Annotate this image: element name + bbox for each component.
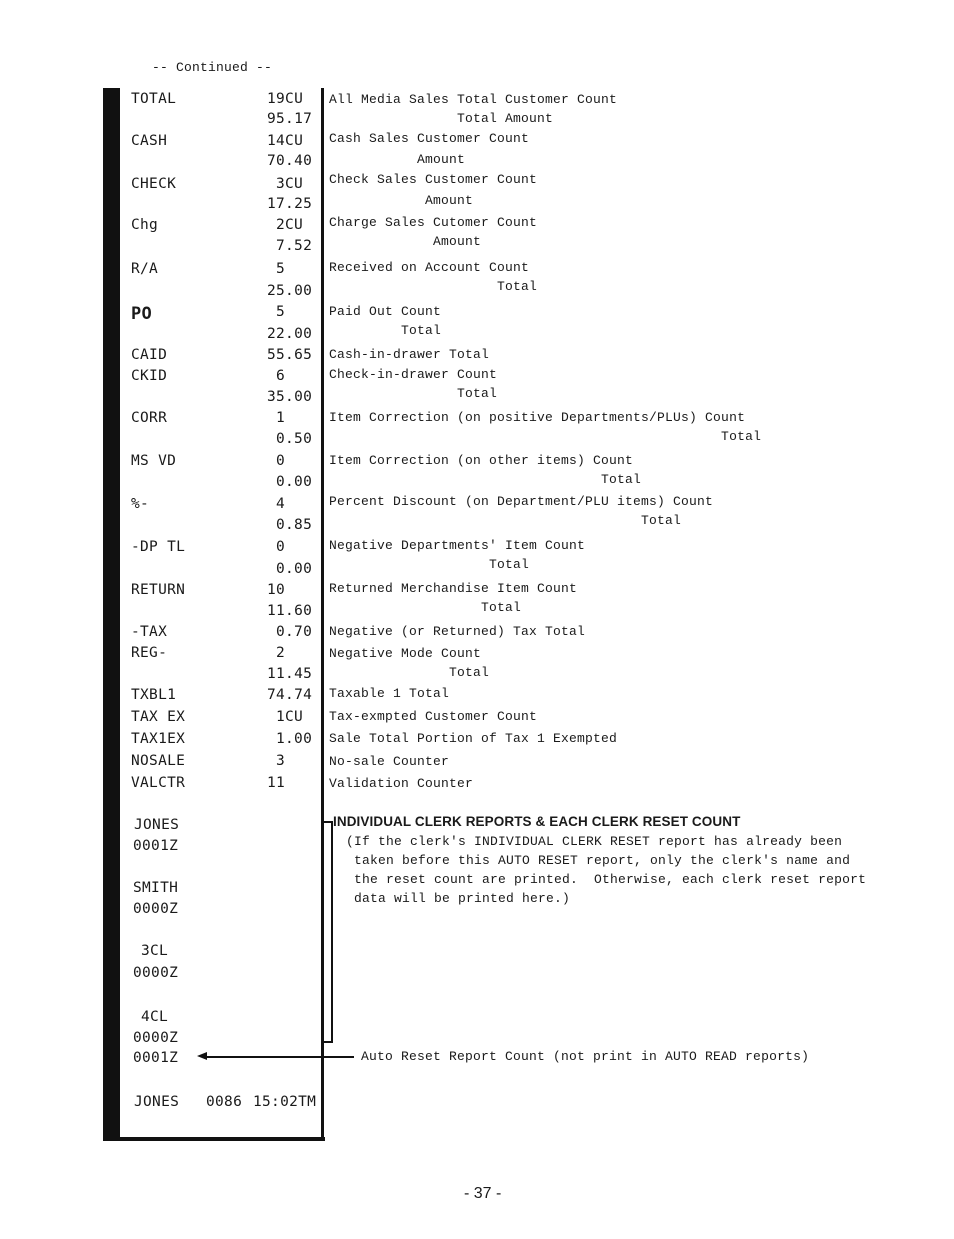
receipt-label: PO [131,304,153,324]
receipt-label: CORR [131,410,168,426]
receipt-value: 10 [267,582,286,598]
receipt-label: TOTAL [131,91,177,107]
description-line: Charge Sales Cutomer Count [329,215,538,230]
receipt-value: 0 [276,453,286,469]
receipt-value: 55.65 [267,347,313,363]
receipt-value: 70.40 [267,153,313,169]
receipt-value: 7.52 [276,238,313,254]
clerk-reset-count: 0000Z [133,965,179,981]
receipt-left-edge [103,88,120,1140]
description-line: Tax-exmpted Customer Count [329,709,538,724]
receipt-label: TAX1EX [131,731,186,747]
receipt-value: 1 [276,410,286,426]
receipt-right-edge [321,88,324,1141]
receipt-value: 11.45 [267,666,313,682]
receipt-value: 5 [276,261,286,277]
description-line: Negative Mode Count [329,646,482,661]
description-line: Paid Out Count [329,304,442,319]
auto-reset-note: Auto Reset Report Count (not print in AUTO READ reports) [361,1049,810,1064]
clerk-note-line: (If the clerk's INDIVIDUAL CLERK RESET report has already been [346,834,843,849]
bracket-bottom [323,1041,333,1043]
clerk-name: 4CL [141,1009,169,1025]
receipt-label: -TAX [131,624,168,640]
clerk-name: SMITH [133,880,179,896]
receipt-label: RETURN [131,582,186,598]
receipt-value: 4 [276,496,286,512]
footer-time: 15:02TM [253,1094,317,1110]
receipt-label: CASH [131,133,168,149]
clerk-reset-count: 0000Z [133,901,179,917]
receipt-value: 95.17 [267,111,313,127]
receipt-label: VALCTR [131,775,186,791]
receipt-value: 22.00 [267,326,313,342]
receipt-label: Chg [131,217,159,233]
receipt-label: %- [131,496,150,512]
description-line: Taxable 1 Total [329,686,450,701]
clerk-note-line: taken before this AUTO RESET report, only the clerk's name and [346,853,851,868]
clerk-name: 3CL [141,943,169,959]
receipt-value: 0.00 [276,561,313,577]
description-line: No-sale Counter [329,754,450,769]
description-line: Check Sales Customer Count [329,172,538,187]
description-line: Total [329,600,522,615]
receipt-value: 0 [276,539,286,555]
continued-label: -- Continued -- [152,60,273,75]
receipt-value: 19CU [267,91,304,107]
receipt-value: 11 [267,775,286,791]
arrow-line [206,1056,354,1058]
receipt-value: 0.85 [276,517,313,533]
receipt-value: 25.00 [267,283,313,299]
receipt-value: 35.00 [267,389,313,405]
description-line: Cash-in-drawer Total [329,347,490,362]
bracket-line [331,822,333,1043]
description-line: All Media Sales Total Customer Count [329,92,618,107]
description-line: Percent Discount (on Department/PLU items) Count [329,494,714,509]
clerk-reset-count: 0001Z [133,838,179,854]
description-line: Total [329,665,490,680]
receipt-value: 6 [276,368,286,384]
description-line: Total [329,429,762,444]
receipt-value: 5 [276,304,286,320]
description-line: Amount [329,193,474,208]
description-line: Total [329,386,498,401]
description-line: Amount [329,234,482,249]
description-line: Total [329,557,530,572]
description-line: Item Correction (on other items) Count [329,453,634,468]
description-line: Returned Merchandise Item Count [329,581,578,596]
receipt-value: 3CU [276,176,304,192]
receipt-label: CHECK [131,176,177,192]
receipt-label: TAX EX [131,709,186,725]
footer-clerk: JONES [134,1094,180,1110]
receipt-label: MS VD [131,453,177,469]
clerk-reset-count: 0000Z [133,1030,179,1046]
receipt-value: 1.00 [276,731,313,747]
description-line: Negative (or Returned) Tax Total [329,624,586,639]
receipt-bottom-edge [103,1137,325,1141]
description-line: Total [329,472,642,487]
receipt-value: 0.00 [276,474,313,490]
clerk-note-line: the reset count are printed. Otherwise, each clerk reset report [346,872,867,887]
description-line: Negative Departments' Item Count [329,538,586,553]
footer-number: 0086 [206,1094,243,1110]
description-line: Item Correction (on positive Departments/PLUs) Count [329,410,746,425]
page-number: - 37 - [464,1185,502,1202]
auto-reset-count: 0001Z [133,1050,179,1066]
receipt-label: NOSALE [131,753,186,769]
receipt-value: 74.74 [267,687,313,703]
receipt-value: 0.50 [276,431,313,447]
description-line: Validation Counter [329,776,474,791]
description-line: Total [329,323,442,338]
receipt-value: 0.70 [276,624,313,640]
receipt-label: CAID [131,347,168,363]
description-line: Check-in-drawer Count [329,367,498,382]
description-line: Received on Account Count [329,260,530,275]
receipt-value: 2CU [276,217,304,233]
description-line: Cash Sales Customer Count [329,131,530,146]
receipt-value: 2 [276,645,286,661]
receipt-label: REG- [131,645,168,661]
receipt-value: 3 [276,753,286,769]
receipt-label: TXBL1 [131,687,177,703]
receipt-label: -DP TL [131,539,186,555]
description-line: Sale Total Portion of Tax 1 Exempted [329,731,618,746]
receipt-label: R/A [131,261,159,277]
receipt-value: 11.60 [267,603,313,619]
receipt-label: CKID [131,368,168,384]
clerk-note-heading: INDIVIDUAL CLERK REPORTS & EACH CLERK RESET COUNT [333,814,741,829]
receipt-value: 14CU [267,133,304,149]
clerk-note-line: data will be printed here.) [346,891,571,906]
description-line: Total [329,279,538,294]
receipt-value: 1CU [276,709,304,725]
description-line: Total Amount [329,111,554,126]
clerk-name: JONES [134,817,180,833]
receipt-value: 17.25 [267,196,313,212]
description-line: Amount [329,152,466,167]
description-line: Total [329,513,682,528]
